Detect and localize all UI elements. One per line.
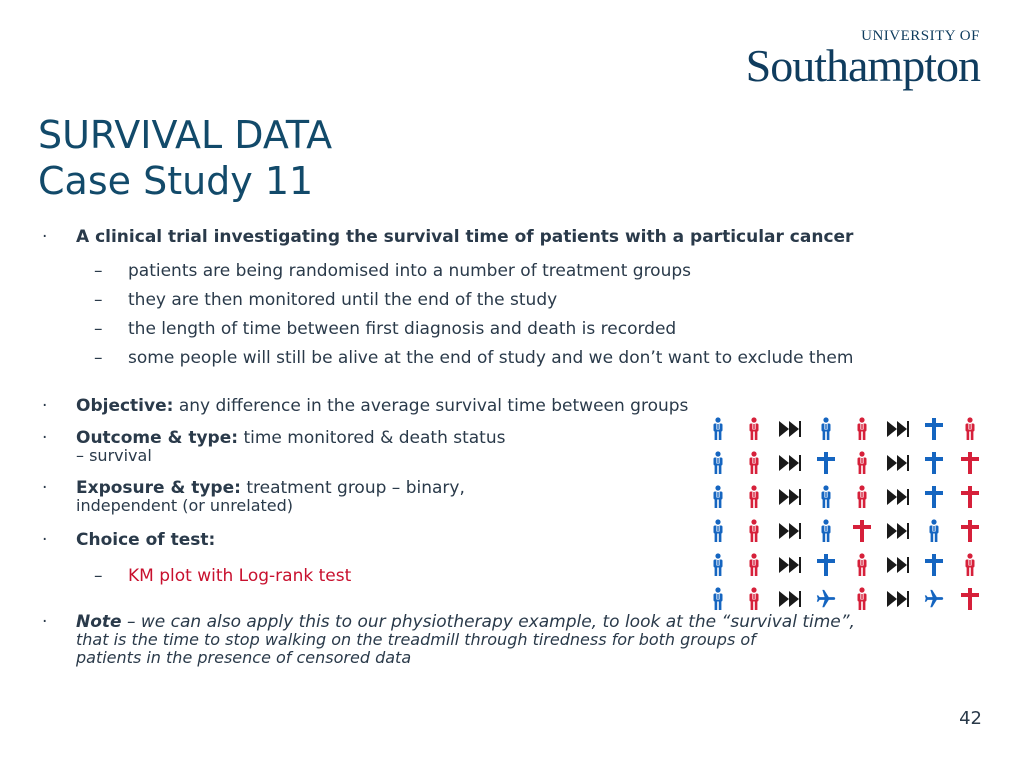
fast-forward-icon xyxy=(772,480,808,514)
cross-icon xyxy=(808,446,844,480)
fast-forward-icon xyxy=(880,548,916,582)
cross-icon xyxy=(916,548,952,582)
person-icon xyxy=(700,514,736,548)
person-icon xyxy=(844,480,880,514)
fast-forward-icon xyxy=(880,480,916,514)
sub-bullet-text: they are then monitored until the end of the study xyxy=(128,290,558,310)
airplane-icon xyxy=(808,582,844,616)
person-icon xyxy=(844,412,880,446)
bullet-marker: · xyxy=(42,428,48,448)
sub-bullet xyxy=(38,290,968,310)
airplane-icon xyxy=(916,582,952,616)
objective-label: Objective: xyxy=(76,396,174,416)
page-number: 42 xyxy=(959,708,982,729)
fast-forward-icon xyxy=(880,582,916,616)
exposure-label: Exposure & type: xyxy=(76,478,241,498)
fast-forward-icon xyxy=(880,446,916,480)
bullet-marker: · xyxy=(42,478,48,498)
bullet-trial xyxy=(38,227,968,247)
note-label: Note xyxy=(76,612,122,632)
person-icon xyxy=(700,582,736,616)
sub-bullet-text: the length of time between first diagnosis and death is recorded xyxy=(128,319,677,339)
dash-marker: – xyxy=(94,566,103,586)
cross-icon xyxy=(844,514,880,548)
cross-icon xyxy=(952,582,988,616)
patient-icon-grid xyxy=(700,412,988,616)
fast-forward-icon xyxy=(772,582,808,616)
bullet-marker: · xyxy=(42,227,48,247)
logo-top-text: UNIVERSITY OF xyxy=(861,28,980,44)
trial-text: A clinical trial investigating the survival time of patients with a particular cancer xyxy=(76,227,854,247)
person-icon xyxy=(700,446,736,480)
sub-bullet-text: patients are being randomised into a number of treatment groups xyxy=(128,261,692,281)
fast-forward-icon xyxy=(772,446,808,480)
person-icon xyxy=(844,446,880,480)
sub-bullet xyxy=(38,261,968,281)
slide-title xyxy=(38,112,332,204)
cross-icon xyxy=(916,446,952,480)
bullet-marker: · xyxy=(42,612,48,632)
dash-marker: – xyxy=(94,290,103,310)
exposure-continuation: independent (or unrelated) xyxy=(76,496,294,515)
choice-label: Choice of test: xyxy=(76,530,216,550)
person-icon xyxy=(916,514,952,548)
outcome-text: time monitored & death status xyxy=(238,428,506,448)
objective-text: any difference in the average survival time between groups xyxy=(173,396,689,416)
person-icon xyxy=(808,412,844,446)
bullet-note xyxy=(38,612,968,666)
person-icon xyxy=(736,480,772,514)
person-icon xyxy=(736,412,772,446)
fast-forward-icon xyxy=(880,514,916,548)
title-line-2: Case Study 11 xyxy=(38,159,314,203)
note-continuation-2: patients in the presence of censored data xyxy=(76,648,412,667)
person-icon xyxy=(736,548,772,582)
person-icon xyxy=(700,548,736,582)
fast-forward-icon xyxy=(880,412,916,446)
dash-marker: – xyxy=(94,348,103,368)
person-icon xyxy=(952,548,988,582)
person-icon xyxy=(700,480,736,514)
logo-main-text: Southampton xyxy=(745,40,980,91)
dash-marker: – xyxy=(94,319,103,339)
bullet-marker: · xyxy=(42,530,48,550)
person-icon xyxy=(808,514,844,548)
person-icon xyxy=(952,412,988,446)
sub-bullet xyxy=(38,319,968,339)
person-icon xyxy=(844,548,880,582)
exposure-text: treatment group – binary, xyxy=(240,478,465,498)
person-icon xyxy=(736,446,772,480)
outcome-continuation: – survival xyxy=(76,446,152,465)
note-text: – we can also apply this to our physiotherapy example, to look at the “survival time”, xyxy=(121,612,855,632)
cross-icon xyxy=(916,480,952,514)
person-icon xyxy=(844,582,880,616)
outcome-label: Outcome & type: xyxy=(76,428,239,448)
fast-forward-icon xyxy=(772,548,808,582)
person-icon xyxy=(700,412,736,446)
dash-marker: – xyxy=(94,261,103,281)
test-text: KM plot with Log-rank test xyxy=(128,566,352,586)
university-logo xyxy=(745,28,980,91)
fast-forward-icon xyxy=(772,514,808,548)
cross-icon xyxy=(808,548,844,582)
person-icon xyxy=(808,480,844,514)
cross-icon xyxy=(952,514,988,548)
title-line-1: SURVIVAL DATA xyxy=(38,113,333,157)
cross-icon xyxy=(952,480,988,514)
person-icon xyxy=(736,514,772,548)
fast-forward-icon xyxy=(772,412,808,446)
cross-icon xyxy=(916,412,952,446)
bullet-marker: · xyxy=(42,396,48,416)
note-continuation-1: that is the time to stop walking on the treadmill through tiredness for both groups of xyxy=(76,630,756,649)
cross-icon xyxy=(952,446,988,480)
person-icon xyxy=(736,582,772,616)
sub-bullet-text: some people will still be alive at the end of study and we don’t want to exclude them xyxy=(128,348,854,368)
sub-bullet xyxy=(38,348,968,368)
